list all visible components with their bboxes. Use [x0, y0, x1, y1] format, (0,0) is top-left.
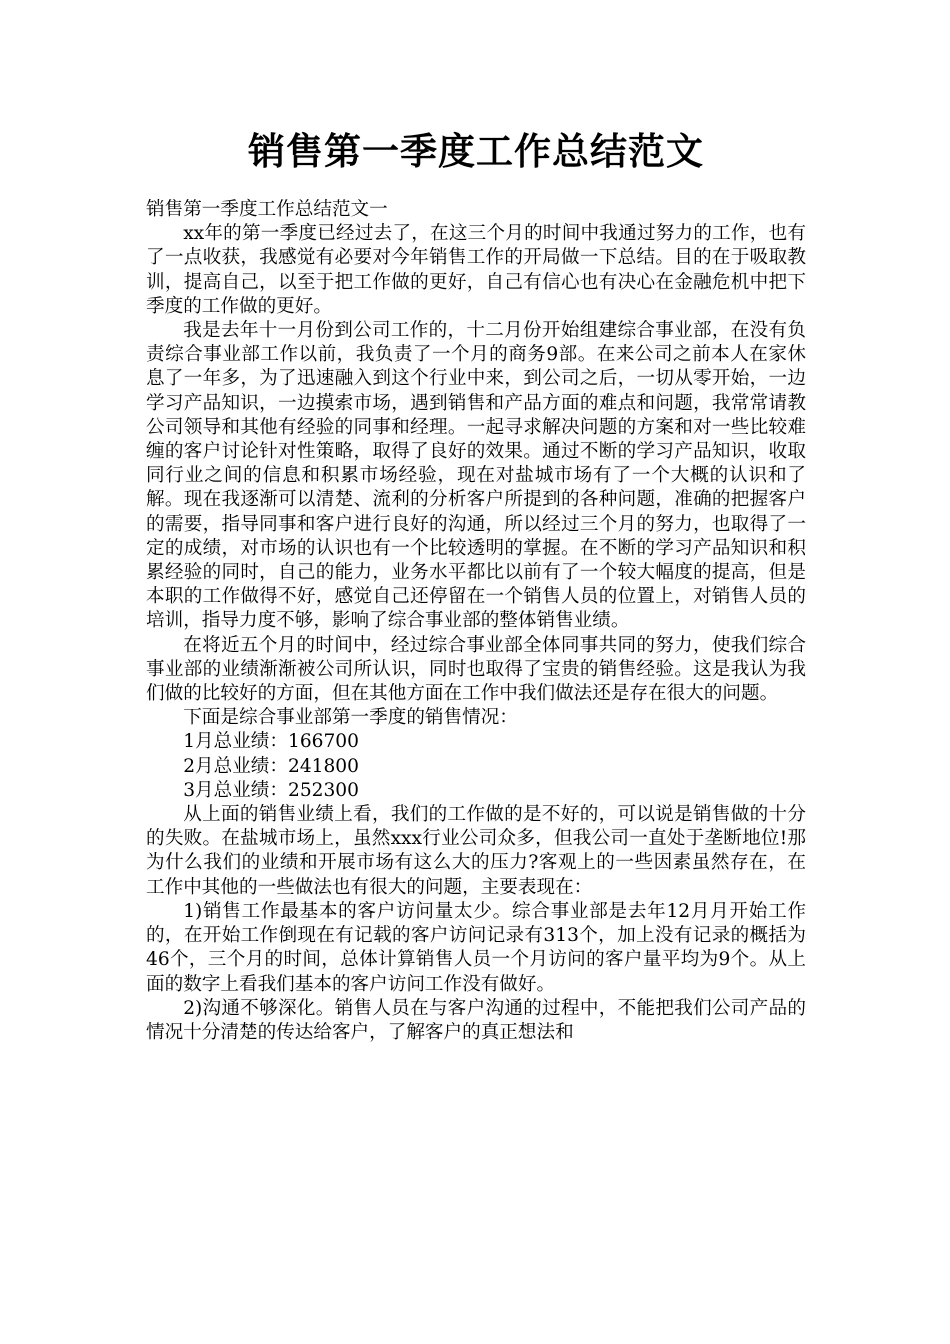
- document-title: 销售第一季度工作总结范文: [248, 130, 704, 173]
- paragraph-achievements: 在将近五个月的时间中，经过综合事业部全体同事共同的努力，使我们综合事业部的业绩渐渐被公司所认识，同时也取得了宝贵的销售经验。这是我认为我们做的比较好的方面，但在其他方面在工作中我们做法还是存在很大的问题。: [146, 634, 806, 705]
- paragraph-issue-1: 1)销售工作最基本的客户访问量太少。综合事业部是去年12月月开始工作的，在开始工作倒现在有记载的客户访问记录有313个，加上没有记录的概括为46个，三个月的时间，总体计算销售人员一个月访问的客户量平均为9个。从上面的数字上看我们基本的客户访问工作没有做好。: [146, 900, 806, 995]
- paragraph-analysis: 从上面的销售业绩上看，我们的工作做的是不好的，可以说是销售做的十分的失败。在盐城市场上，虽然xxx行业公司众多，但我公司一直处于垄断地位!那为什么我们的业绩和开展市场有这么大的压力?客观上的一些因素虽然存在，在工作中其他的一些做法也有很大的问题，主要表现在：: [146, 804, 806, 898]
- paragraph-sales-intro: 下面是综合事业部第一季度的销售情况：: [183, 707, 518, 729]
- paragraph-intro: xx年的第一季度已经过去了，在这三个月的时间中我通过努力的工作，也有了一点收获，我感觉有必要对今年销售工作的开局做一下总结。目的在于吸取教训，提高自己，以至于把工作做的更好，自己有信心也有决心在金融危机中把下季度的工作做的更好。: [146, 223, 806, 317]
- sales-march: 3月总业绩：252300: [183, 779, 359, 801]
- paragraph-background: 我是去年十一月份到公司工作的，十二月份开始组建综合事业部，在没有负责综合事业部工作以前，我负责了一个月的商务9部。在来公司之前本人在家休息了一年多，为了迅速融入到这个行业中来，到公司之后，一切从零开始，一边学习产品知识，一边摸索市场，遇到销售和产品方面的难点和问题，我常常请教公司领导和其他有经验的同事和经理。一起寻求解决问题的方案和对一些比较难缠的客户讨论针对性策略，取得了良好的效果。通过不断的学习产品知识，收取同行业之间的信息和积累市场经验，现在对盐城市场有了一个大概的认识和了解。现在我逐渐可以清楚、流利的分析客户所提到的各种问题，准确的把握客户的需要，指导同事和客户进行良好的沟通，所以经过三个月的努力，也取得了一定的成绩，对市场的认识也有一个比较透明的掌握。在不断的学习产品知识和积累经验的同时，自己的能力，业务水平都比以前有了一个较大幅度的提高，但是本职的工作做得不好，感觉自己还停留在一个销售人员的位置上，对销售人员的培训，指导力度不够，影响了综合事业部的整体销售业绩。: [146, 320, 806, 632]
- document-subtitle: 销售第一季度工作总结范文一: [146, 199, 388, 220]
- sales-january: 1月总业绩：166700: [183, 731, 359, 753]
- document-body: [146, 198, 806, 1045]
- paragraph-issue-2: 2)沟通不够深化。销售人员在与客户沟通的过程中，不能把我们公司产品的情况十分清楚的传达给客户，了解客户的真正想法和: [146, 997, 806, 1043]
- sales-february: 2月总业绩：241800: [183, 755, 359, 777]
